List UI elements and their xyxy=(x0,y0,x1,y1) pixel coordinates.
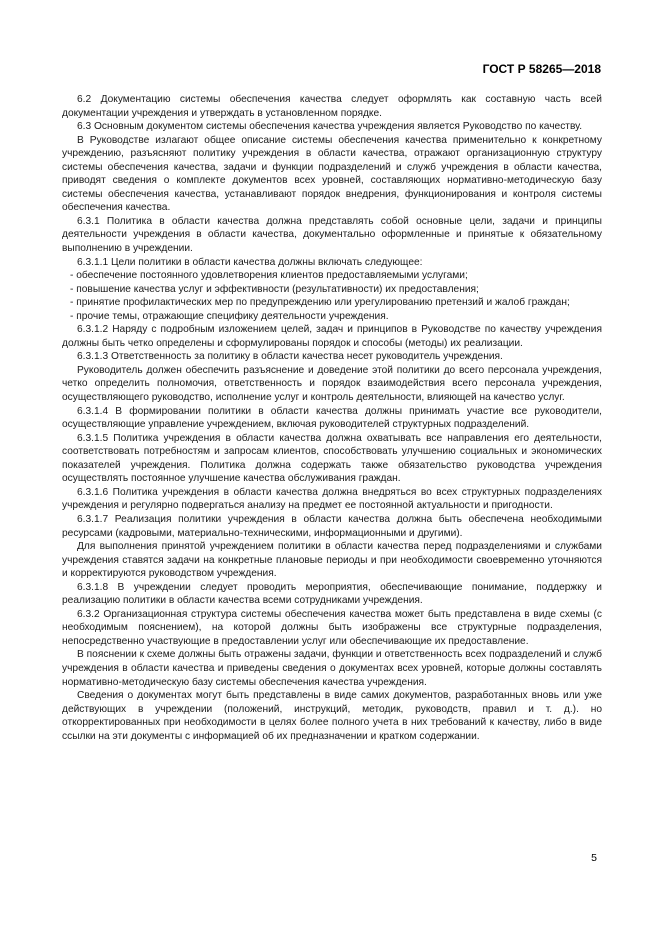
paragraph: 6.3.1.8 В учреждении следует проводить мероприятия, обеспечивающие понимание, поддержку и реализацию политики в области качества всеми сотрудниками учреждения. xyxy=(62,581,602,607)
paragraph: 6.3.2 Организационная структура системы обеспечения качества может быть представлена в виде схемы (с необходимым пояснением), на которой должны быть изображены все структурные подразделения, непосредственно участвующие в предоставлении услуг или обеспечивающие их предоставление. xyxy=(62,608,602,647)
paragraph: 6.3.1 Политика в области качества должна представлять собой основные цели, задачи и принципы деятельности учреждения в области качества, документально оформленные и принятые к обязательному выполнению в учреждении. xyxy=(62,215,602,255)
paragraph: В пояснении к схеме должны быть отражены задачи, функции и ответственность всех подразделений и служб учреждения в области качества и приведены сведения о документах всех уровней, которые должны составлять нормативно-методическую базу системы обеспечения качества учреждения. xyxy=(62,649,602,688)
paragraph: 6.3.1.2 Наряду с подробным изложением целей, задач и принципов в Руководстве по качеству учреждения должны быть четко определены и сформулированы порядок и способы (методы) их реализации. xyxy=(62,324,602,349)
paragraph: 6.3.1.1 Цели политики в области качества должны включать следующее: xyxy=(77,256,423,268)
paragraph: В Руководстве излагают общее описание системы обеспечения качества применительно к конкретному учреждению, разъясняют политику учреждения в области качества, отражают организационную структуру системы обеспечения качества, задачи и функции подразделений и служб учреждения в области качества, приводят сведения о комплекте документов всех уровней, составляющих нормативно-методическую базу системы обеспечения качества, устанавливают порядок внедрения, функционирования и контроля системы обеспечения качества. xyxy=(62,134,602,214)
paragraph: 6.2 Документацию системы обеспечения качества следует оформлять как составную часть всей документации учреждения и утверждать в установленном порядке. xyxy=(62,94,602,119)
document-header: ГОСТ Р 58265—2018 xyxy=(482,62,601,76)
list-item: - обеспечение постоянного удовлетворения клиентов предоставляемыми услугами; xyxy=(70,270,468,282)
list-item: - повышение качества услуг и эффективности (результативности) их предоставления; xyxy=(70,283,479,295)
paragraph: 6.3.1.5 Политика учреждения в области качества должна охватывать все направления его деятельности, соответствовать потребностям и запросам клиентов, способствовать улучшению социальных и экономических показателей учреждения. Политика должна содержать также обязательство руководства учреждения осуществлять постоянное улучшение качества обслуживания граждан. xyxy=(62,432,602,485)
paragraph: Для выполнения принятой учреждением политики в области качества перед подразделениями и службами учреждения ставятся задачи на конкретные плановые периоды и при необходимости своевременно уточняются и корректируются руководством учреждения. xyxy=(62,541,602,580)
paragraph: 6.3.1.4 В формировании политики в области качества должны принимать участие все руководители, осуществляющие управление учреждением, включая руководителей структурных подразделений. xyxy=(62,405,602,431)
document-body xyxy=(62,93,602,743)
paragraph: 6.3.1.6 Политика учреждения в области качества должна внедряться во всех структурных подразделениях учреждения и регулярно подвергаться анализу на предмет ее постоянной актуальности и пригодности. xyxy=(62,486,602,512)
paragraph: Сведения о документах могут быть представлены в виде самих документов, разработанных вновь или уже действующих в учреждении (положений, инструкций, методик, руководств, правил и т. д.). но откорректированных при необходимости в целях более полного учета в них требований к качеству, либо в виде ссылки на эти документы с информацией об их предназначении и кратком содержании. xyxy=(62,690,602,742)
list-item: - прочие темы, отражающие специфику деятельности учреждения. xyxy=(70,310,389,322)
list-item: - принятие профилактических мер по предупреждению или урегулированию претензий и жалоб граждан; xyxy=(70,297,570,309)
paragraph: 6.3.1.3 Ответственность за политику в области качества несет руководитель учреждения. xyxy=(77,351,503,363)
paragraph: Руководитель должен обеспечить разъяснение и доведение этой политики до всего персонала учреждения, четко определить полномочия, ответственность и порядок взаимодействия всего персонала учреждения, осуществляющего руководство, исполнение услуг и контроль деятельности, влияющей на качество услуг. xyxy=(62,364,602,404)
paragraph: 6.3.1.7 Реализация политики учреждения в области качества должна быть обеспечена необходимыми ресурсами (кадровыми, материально-техническими, информационными и другими). xyxy=(62,513,602,539)
paragraph: 6.3 Основным документом системы обеспечения качества учреждения является Руководство по качеству. xyxy=(77,121,583,133)
page-number: 5 xyxy=(591,852,597,864)
